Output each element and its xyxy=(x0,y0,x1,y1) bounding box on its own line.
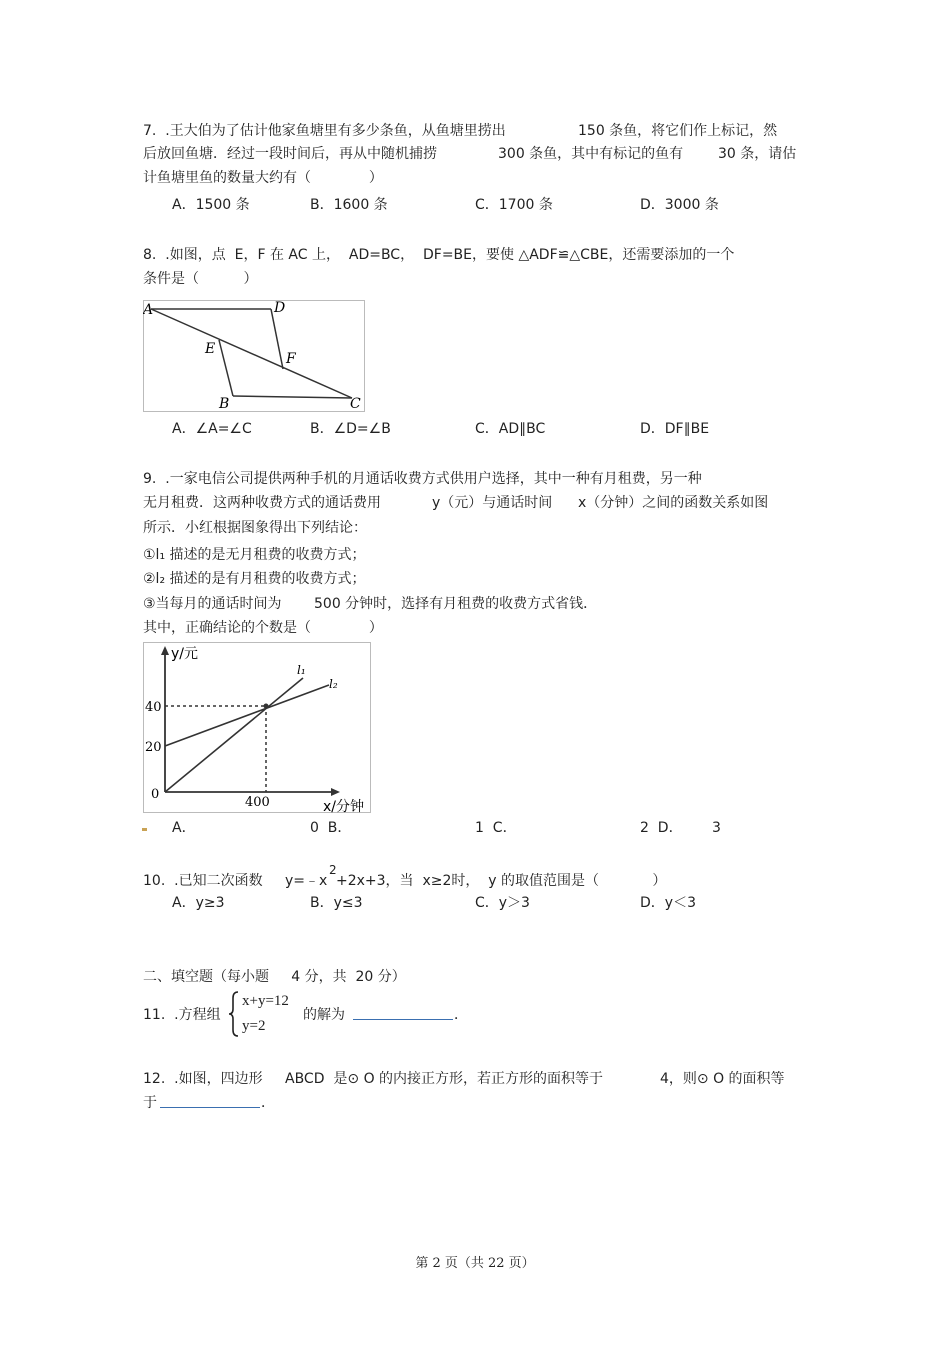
q10-line1b: y=﹣x xyxy=(285,873,328,889)
q10-option-d: D．y＜3 xyxy=(640,895,696,911)
q12-line2: 于 xyxy=(143,1095,157,1111)
q9-label-l2: l₂ xyxy=(329,677,338,691)
q8-label-a: A xyxy=(143,302,154,318)
q9-conclusion-2: ②l₂ 描述的是有月租费的收费方式； xyxy=(143,571,366,587)
q11-equation-1: x+y=12 xyxy=(242,993,289,1009)
q10-line1a: 10. .已知二次函数 xyxy=(143,873,263,889)
q12-end: ． xyxy=(261,1095,275,1111)
q8-triangle-figure xyxy=(143,300,365,412)
q7-line1a: 7. .王大伯为了估计他家鱼塘里有多少条鱼，从鱼塘里捞出 xyxy=(143,123,506,139)
q8-label-e: E xyxy=(205,341,216,357)
q12-answer-blank[interactable] xyxy=(160,1093,260,1114)
q9-option-a: A． xyxy=(172,820,196,836)
q10-superscript: 2 xyxy=(329,863,337,877)
q9-option-c: 1 C． xyxy=(475,820,517,836)
q8-option-b: B．∠D=∠B xyxy=(310,421,391,437)
q9-option-d: 2 D． xyxy=(640,820,683,836)
q7-line1b: 150 条鱼，将它们作上标记，然 xyxy=(578,123,778,139)
q7-option-a: A．1500 条 xyxy=(172,197,250,213)
q7-option-c: C．1700 条 xyxy=(475,197,553,213)
q10-line1c: +2x+3，当 x≥2时， y 的取值范围是（ ） xyxy=(336,873,667,889)
q11-suffix: 的解为 xyxy=(303,1007,345,1023)
q9-marker xyxy=(142,828,147,831)
q9-graph xyxy=(143,642,375,814)
q8-label-d: D xyxy=(274,300,286,316)
q9-tick-20: 20 xyxy=(145,740,162,755)
q8-option-a: A．∠A=∠C xyxy=(172,421,252,437)
q9-tick-0: 0 xyxy=(151,787,160,802)
q10-option-c: C．y＞3 xyxy=(475,895,530,911)
q9-conclusion-1: ①l₁ 描述的是无月租费的收费方式； xyxy=(143,547,366,563)
q8-line2: 条件是（ ） xyxy=(143,271,258,287)
q9-tick-400: 400 xyxy=(245,795,270,810)
q8-label-f: F xyxy=(286,351,296,367)
q7-option-b: B．1600 条 xyxy=(310,197,388,213)
q9-y-label: y/元 xyxy=(171,646,199,662)
q7-line2b: 300 条鱼，其中有标记的鱼有 xyxy=(498,146,684,162)
section-2-heading: 二、填空题（每小题 4 分，共 20 分） xyxy=(143,969,406,985)
q10-option-b: B．y≤3 xyxy=(310,895,363,911)
q9-line1: 9. .一家电信公司提供两种手机的月通话收费方式供用户选择，其中一种有月租费，另一种 xyxy=(143,471,702,487)
q11-end: ． xyxy=(454,1007,468,1023)
q9-line2a: 无月租费．这两种收费方式的通话费用 xyxy=(143,495,381,511)
q12-line1b: ABCD 是⊙ O 的内接正方形，若正方形的面积等于 xyxy=(285,1071,604,1087)
q8-label-b: B xyxy=(219,396,230,412)
q7-line3: 计鱼塘里鱼的数量大约有（ ） xyxy=(143,170,383,186)
page-footer: 第 2 页（共 22 页） xyxy=(415,1256,535,1271)
q9-x-label: x/分钟 xyxy=(323,799,365,814)
q10-option-a: A．y≥3 xyxy=(172,895,225,911)
q9-tick-40: 40 xyxy=(145,700,162,715)
q8-line1: 8. .如图，点 E，F 在 AC 上， AD=BC， DF=BE，要使 △ADF≌△CBE，还需要添加的一个 xyxy=(143,247,735,263)
q7-option-d: D．3000 条 xyxy=(640,197,719,213)
q12-line1c: 4，则⊙ O 的面积等 xyxy=(660,1071,785,1087)
q9-conclusion-3b: 500 分钟时，选择有月租费的收费方式省钱． xyxy=(314,596,598,612)
q7-line2c: 30 条，请估 xyxy=(718,146,797,162)
q8-option-d: D．DF∥BE xyxy=(640,421,710,437)
q9-option-b: 0 B． xyxy=(310,820,352,836)
q8-option-c: C．AD∥BC xyxy=(475,421,546,437)
q8-label-c: C xyxy=(350,396,361,412)
q9-line3: 所示．小红根据图象得出下列结论： xyxy=(143,520,367,536)
q9-label-l1: l₁ xyxy=(297,663,306,677)
q11-prefix: 11. .方程组 xyxy=(143,1007,221,1023)
q12-line1a: 12. .如图，四边形 xyxy=(143,1071,263,1087)
q9-line2b: y（元）与通话时间 xyxy=(432,495,553,511)
q9-conclusion-3a: ③当每月的通话时间为 xyxy=(143,596,282,612)
q9-line4: 其中，正确结论的个数是（ ） xyxy=(143,620,383,636)
q11-brace xyxy=(228,990,240,1038)
q11-equation-2: y=2 xyxy=(242,1018,266,1034)
q9-line2c: x（分钟）之间的函数关系如图 xyxy=(578,495,769,511)
q9-intersection-point xyxy=(264,704,269,709)
q9-option-d-value: 3 xyxy=(712,820,721,836)
q7-line2a: 后放回鱼塘．经过一段时间后，再从中随机捕捞 xyxy=(143,146,437,162)
q11-answer-blank[interactable] xyxy=(353,1005,453,1026)
